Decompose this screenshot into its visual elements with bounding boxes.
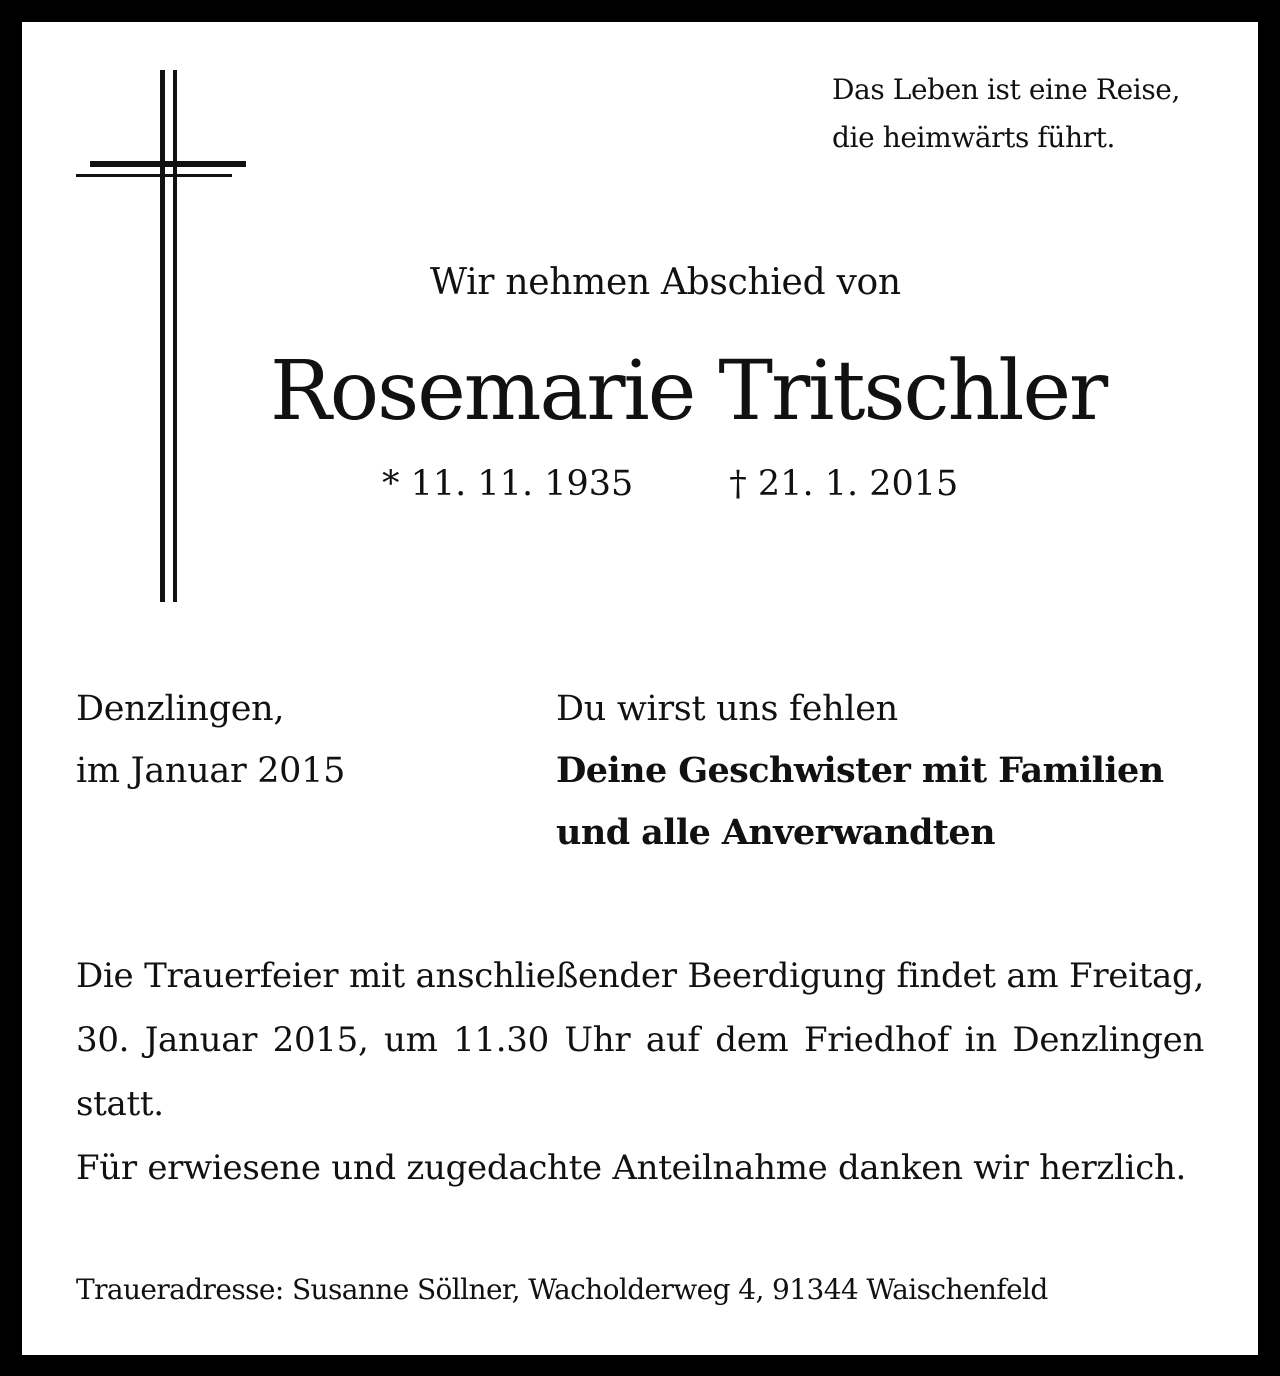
thanks-paragraph: Für erwiesene und zugedachte Anteilnahme danken wir herzlich. — [76, 1148, 1187, 1188]
cross-icon — [76, 70, 246, 602]
ceremony-text — [76, 944, 1204, 1200]
obituary-notice — [22, 22, 1258, 1355]
motto-line-2: die heimwärts führt. — [832, 121, 1115, 154]
date-line: im Januar 2015 — [76, 751, 346, 791]
death-date: † 21. 1. 2015 — [729, 464, 959, 504]
mourners-signoff — [556, 678, 1164, 864]
mourning-address: Traueradresse: Susanne Söllner, Wacholderweg 4, 91344 Waischenfeld — [76, 1273, 1048, 1306]
signoff-line-2: Deine Geschwister mit Familien — [556, 750, 1164, 791]
place-line: Denzlingen, — [76, 689, 285, 729]
motto-quote — [832, 66, 1242, 162]
motto-line-1: Das Leben ist eine Reise, — [832, 73, 1180, 106]
signoff-line-1: Du wirst uns fehlen — [556, 689, 898, 729]
place-and-date — [76, 678, 345, 802]
farewell-intro: Wir nehmen Abschied von — [430, 262, 901, 303]
ceremony-paragraph: Die Trauerfeier mit anschließender Beerdigung findet am Freitag, 30. Januar 2015, um 11.30 Uhr auf dem Friedhof in Denzlingen statt. — [76, 956, 1204, 1124]
deceased-name: Rosemarie Tritschler — [270, 344, 1107, 439]
signoff-line-3: und alle Anverwandten — [556, 812, 995, 853]
life-dates — [382, 458, 958, 510]
birth-date: * 11. 11. 1935 — [382, 464, 634, 504]
